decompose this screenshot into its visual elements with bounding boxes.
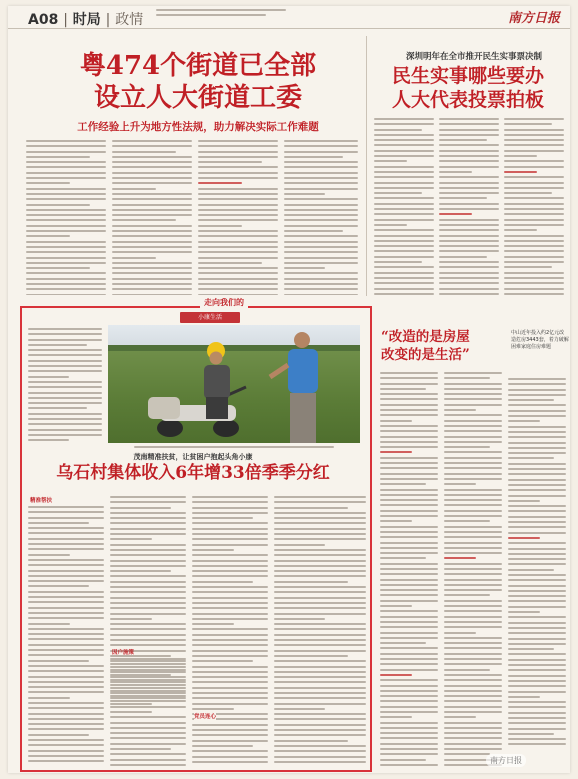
feature-kicker: 茂南精准扶贫，让贫困户抱起头角小康 (133, 453, 253, 461)
quote-story-body-col3 (508, 378, 566, 748)
feature-body-col1 (28, 506, 104, 766)
quote-story-headline-line1: “改造的是房屋 (381, 329, 470, 345)
quote-story-headline-line2: 改变的是生活” (381, 347, 470, 363)
top-story-body-col2 (112, 140, 192, 295)
page-number: A08 | 时局 | 政情 (28, 12, 144, 28)
column-divider (366, 36, 367, 296)
watermark-badge: 南方日报 (486, 754, 526, 767)
right-story-headline-line2: 人大代表投票拍板 (391, 89, 544, 111)
top-story-body-col3 (198, 140, 278, 295)
top-story-headline (48, 50, 348, 114)
right-story-body-col2 (439, 118, 499, 298)
feature-headline: 乌石村集体收入6年增33倍季季分红 (56, 463, 330, 483)
quote-story-body-col2 (444, 372, 502, 767)
top-story-headline-line2: 设立人大街道工委 (93, 83, 302, 113)
feature-body-col4 (274, 496, 366, 766)
right-story-body-col3 (504, 118, 564, 298)
feature-intro-text (28, 328, 102, 446)
top-story-headline-line1: 粤474个街道已全部 (79, 51, 317, 81)
quote-story-body-col1 (380, 372, 438, 767)
right-story-headline (370, 64, 566, 112)
page-number-value: A08 (28, 12, 59, 28)
series-title: 走向我们的 (200, 297, 248, 308)
quote-story-summary: 中山近年投入约2亿元改造危房3443套，着力破解困难家庭住房难题 (511, 330, 569, 350)
feature-photo (108, 325, 360, 443)
feature-sub-label-1: 精准帮扶 (30, 498, 53, 504)
feature-sub-label-3: 党员连心 (194, 714, 217, 720)
top-story-body-col1 (26, 140, 106, 295)
section-name: 时局 (72, 12, 101, 28)
paper-logo: 南方日报 (507, 11, 560, 26)
newspaper-page (8, 6, 570, 773)
photo-caption (110, 444, 358, 448)
subsection-name: 政情 (115, 12, 144, 28)
feature-body-col3 (192, 496, 268, 766)
masthead-meta (156, 9, 286, 16)
photo-figures (108, 325, 360, 443)
masthead (8, 6, 570, 29)
quote-story-headline (381, 328, 509, 364)
top-story-subheadline: 工作经验上升为地方性法规，助力解决实际工作难题 (77, 121, 319, 133)
right-story-headline-line1: 民生实事哪些要办 (391, 65, 544, 87)
series-ribbon: 小康生活 (180, 312, 240, 323)
feature-sub-label-2: 因户施策 (112, 650, 135, 656)
feature-body-col2b (110, 658, 186, 766)
right-story-kicker: 深圳明年在全市推开民生实事票决制 (405, 52, 542, 62)
right-story-body-col1 (374, 118, 434, 298)
top-story-body-col4 (284, 140, 358, 295)
